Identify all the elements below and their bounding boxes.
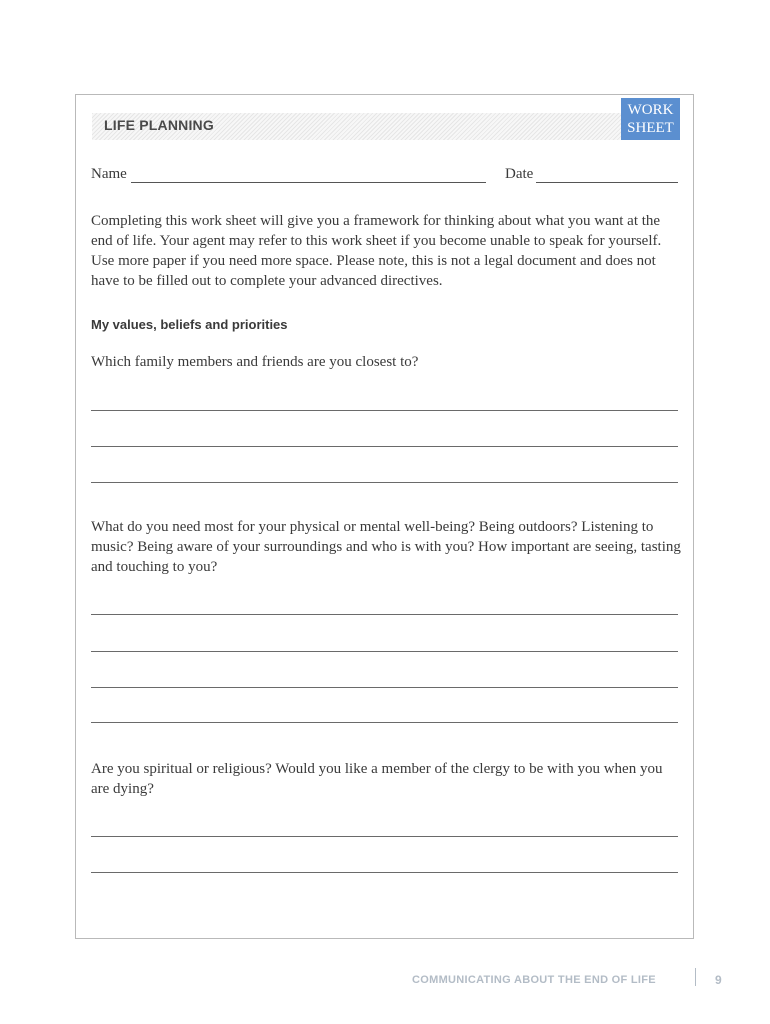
answer-line[interactable] bbox=[91, 687, 678, 688]
work-sheet-badge bbox=[621, 98, 680, 140]
page-number: 9 bbox=[715, 973, 722, 987]
name-label: Name bbox=[91, 166, 127, 182]
date-label: Date bbox=[505, 166, 534, 182]
footer-title: COMMUNICATING ABOUT THE END OF LIFE bbox=[412, 974, 656, 986]
question-1: Which family members and friends are you closest to? bbox=[91, 354, 419, 370]
intro-paragraph: Completing this work sheet will give you a framework for thinking about what you want at the end of life. Your agent may refer to this work sheet if you become unable to speak for yourself. Use more paper if you need more space. Please note, this is not a legal document and does not have to be filled out to complete your advanced directives. bbox=[91, 213, 662, 289]
badge-line-2: SHEET bbox=[627, 120, 674, 136]
date-field[interactable] bbox=[536, 182, 678, 183]
footer-divider bbox=[695, 968, 696, 986]
section-heading: My values, beliefs and priorities bbox=[91, 317, 288, 332]
worksheet-title: LIFE PLANNING bbox=[104, 117, 214, 133]
answer-line[interactable] bbox=[91, 614, 678, 615]
answer-line[interactable] bbox=[91, 722, 678, 723]
answer-line[interactable] bbox=[91, 410, 678, 411]
question-3: Are you spiritual or religious? Would you like a member of the clergy to be with you when you are dying? bbox=[91, 761, 663, 797]
answer-line[interactable] bbox=[91, 872, 678, 873]
answer-line[interactable] bbox=[91, 446, 678, 447]
badge-line-1: WORK bbox=[627, 102, 674, 118]
answer-line[interactable] bbox=[91, 651, 678, 652]
answer-line[interactable] bbox=[91, 482, 678, 483]
answer-line[interactable] bbox=[91, 836, 678, 837]
name-field[interactable] bbox=[131, 182, 486, 183]
question-2: What do you need most for your physical or mental well-being? Being outdoors? Listening to music? Being aware of your surroundings and who is with you? How important are seeing, tasting and touching to you? bbox=[91, 519, 681, 575]
